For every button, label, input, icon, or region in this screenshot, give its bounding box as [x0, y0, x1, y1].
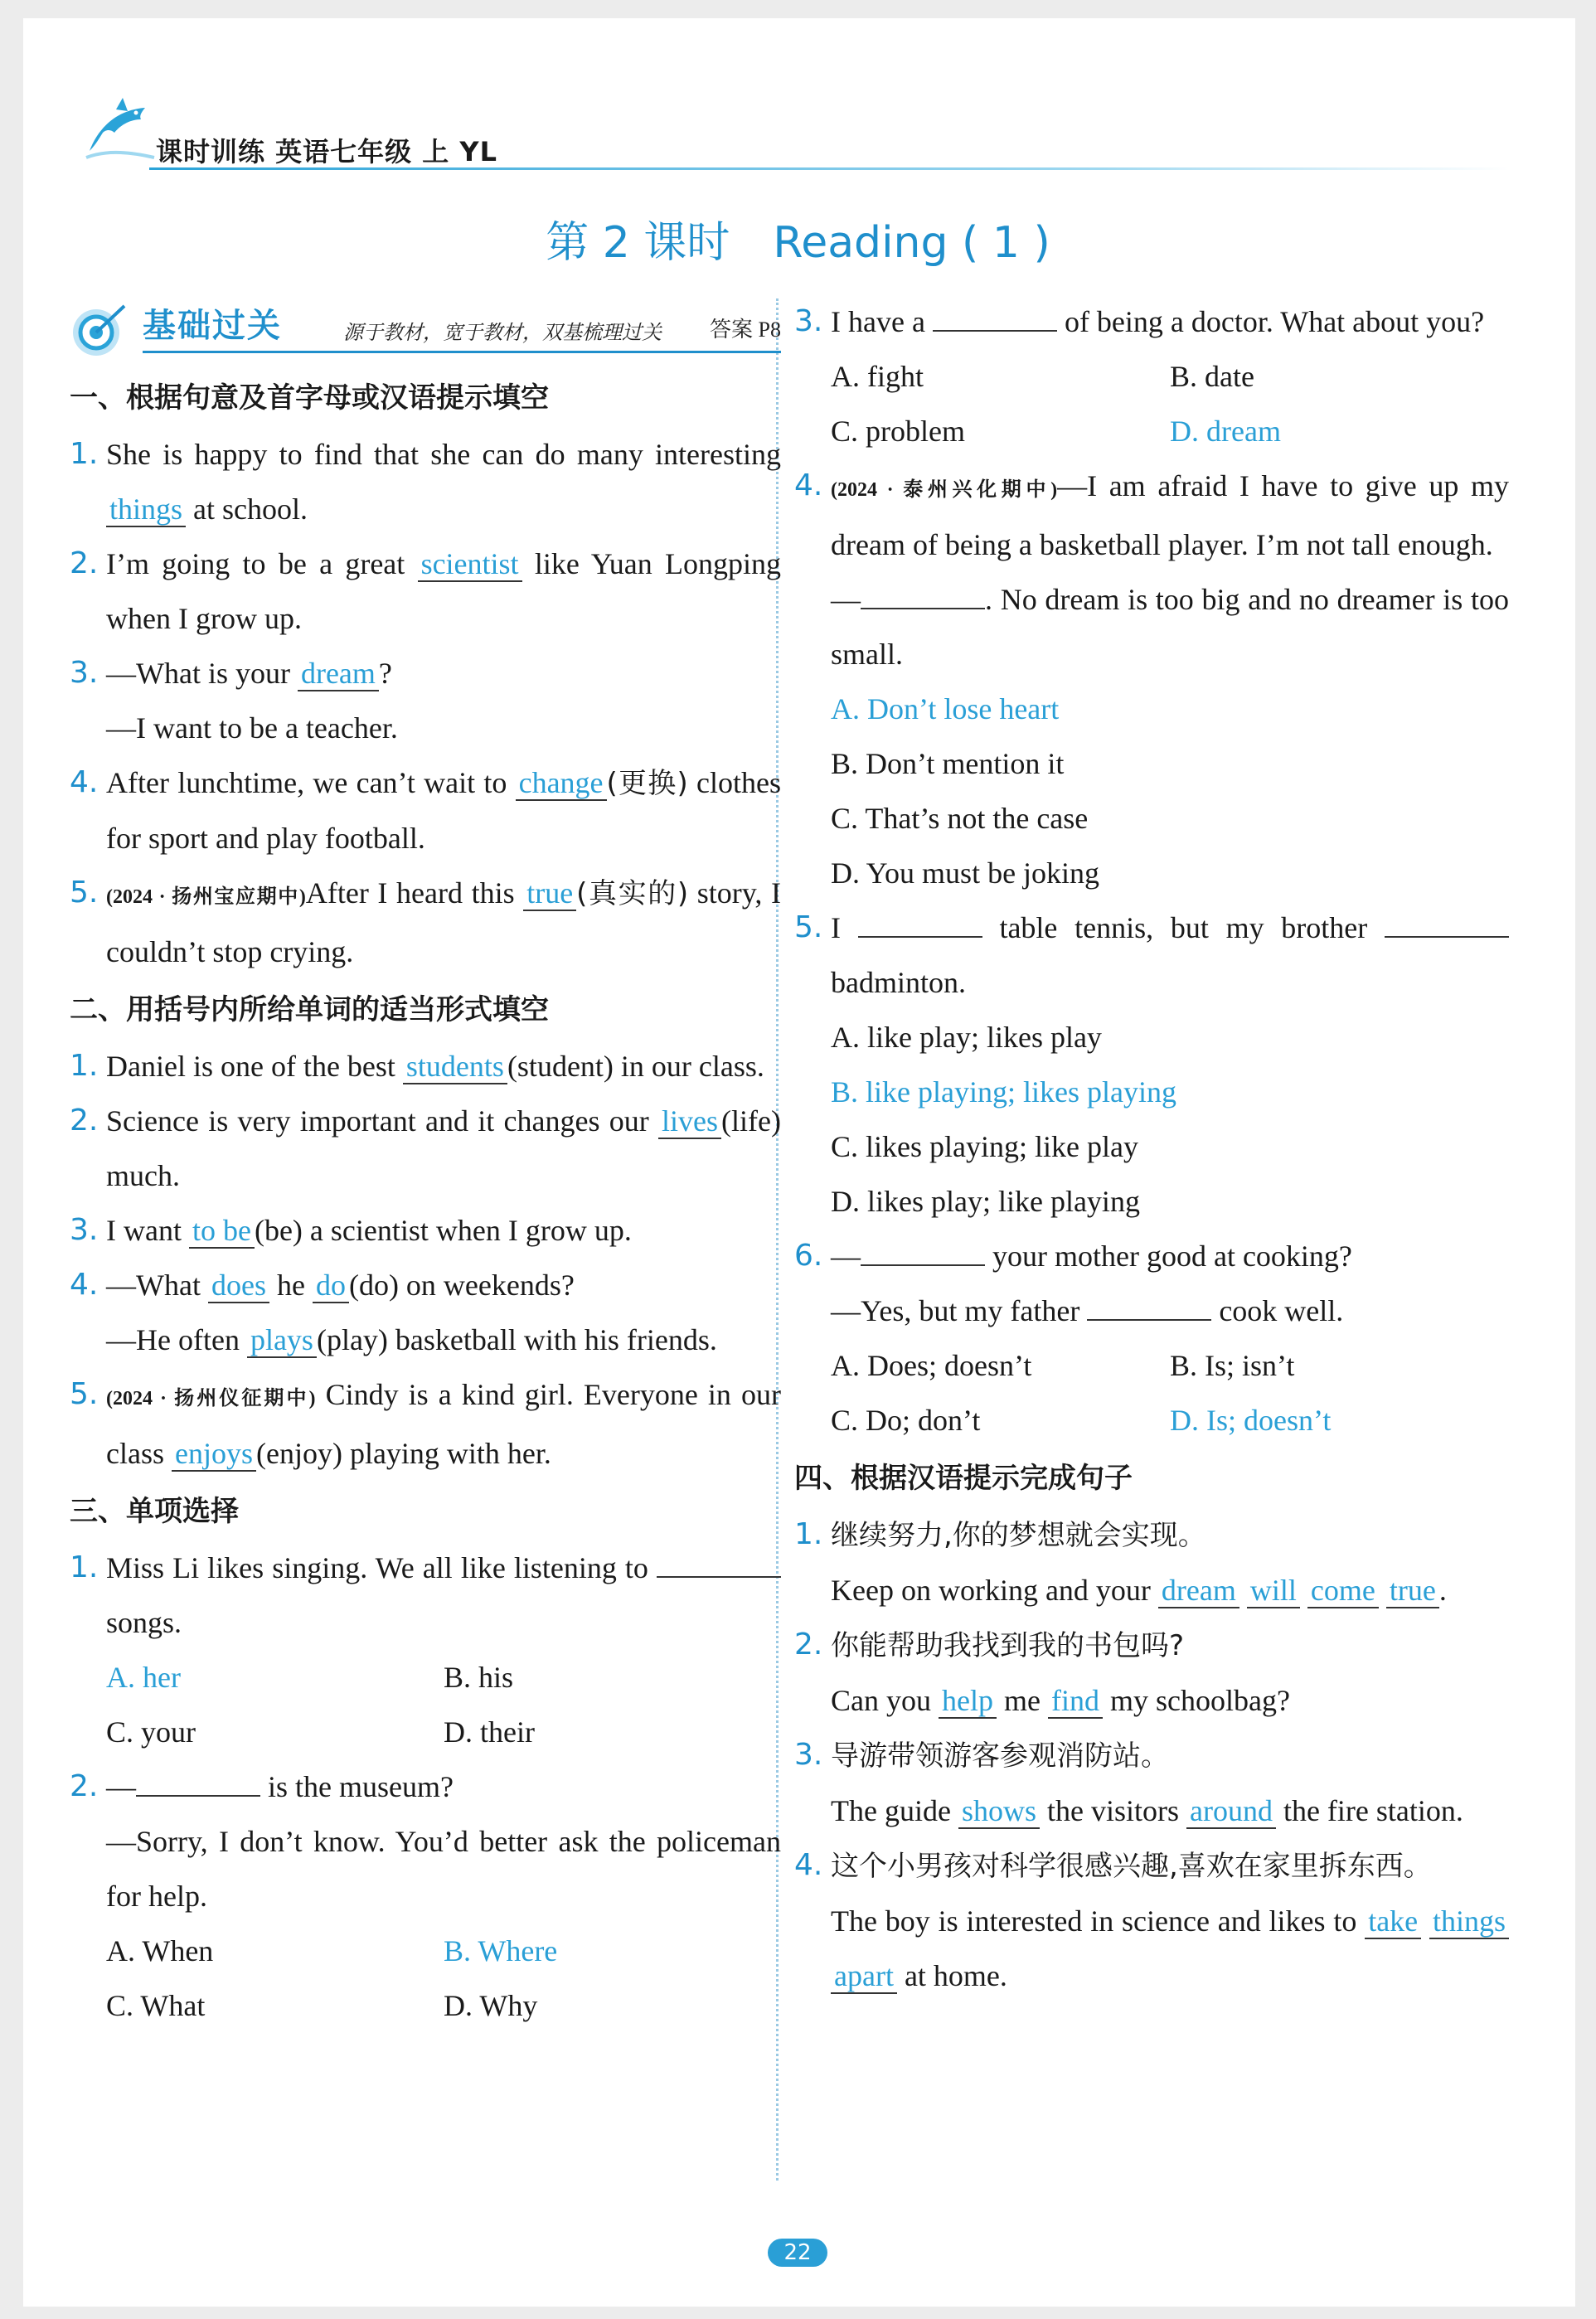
- dialogue-line: —Yes, but my father: [831, 1294, 1088, 1327]
- answer-blank[interactable]: [861, 580, 985, 609]
- chinese-prompt: 继续努力,你的梦想就会实现。: [831, 1519, 1206, 1552]
- part3-question-6: [794, 1229, 1509, 1338]
- question-number: 4.: [70, 1268, 99, 1302]
- question-text: Can you: [831, 1684, 939, 1717]
- question-text: cook well.: [1211, 1294, 1344, 1327]
- dialogue-line: —: [831, 583, 861, 616]
- header-rule: [149, 167, 1509, 170]
- option-b[interactable]: B. his: [444, 1661, 514, 1694]
- question-text: I’m going to be a great: [106, 547, 418, 580]
- answer-text: things: [106, 492, 186, 527]
- answer-text: true: [1386, 1574, 1439, 1608]
- part4-question-3: [794, 1728, 1509, 1838]
- answer-reference: 答案 P8: [710, 318, 781, 342]
- answer-text: to be: [189, 1214, 255, 1249]
- question-number: 4.: [70, 765, 99, 799]
- question-text: of being a doctor. What about you?: [1056, 305, 1485, 338]
- part3-question-1: [70, 1540, 781, 1650]
- question-text: me: [996, 1684, 1048, 1717]
- option-b[interactable]: B. Where: [444, 1934, 558, 1967]
- question-number: 1.: [794, 1517, 823, 1551]
- option-c[interactable]: C. What: [106, 1989, 206, 2022]
- part1-question-3: [70, 646, 781, 755]
- target-icon: [70, 301, 128, 359]
- answer-blank[interactable]: [1385, 908, 1509, 938]
- section-heading-1: 一、根据句意及首字母或汉语提示填空: [70, 381, 549, 415]
- option-b[interactable]: B. Don’t mention it: [831, 747, 1065, 780]
- right-column: [794, 294, 1509, 2003]
- part3-question-3: [794, 294, 1509, 349]
- question-number: 4.: [794, 1848, 823, 1882]
- header-title: 课时训练 英语七年级 上 YL: [156, 136, 497, 167]
- question-text: story, I couldn’t stop crying.: [106, 876, 782, 968]
- question-text: (play) basketball with his friends.: [316, 1323, 717, 1356]
- question-number: 1.: [70, 437, 99, 471]
- part1-question-1: [70, 427, 781, 536]
- question-text: songs.: [106, 1606, 182, 1639]
- question-number: 6.: [794, 1239, 823, 1273]
- question-number: 1.: [70, 1049, 99, 1083]
- dolphin-logo-icon: [83, 91, 158, 166]
- question-text: (life) much.: [106, 1104, 781, 1192]
- question-text: I: [831, 911, 858, 944]
- answer-blank[interactable]: [1087, 1291, 1211, 1321]
- answer-text: plays: [247, 1323, 317, 1358]
- question-number: 3.: [70, 656, 99, 690]
- source-tag: (2024 · 扬州仪征期中): [106, 1388, 316, 1409]
- option-a[interactable]: A. Don’t lose heart: [831, 692, 1060, 725]
- lesson-title: 第 2 课时 Reading ( 1 ): [546, 218, 1050, 268]
- question-text: at home.: [896, 1959, 1007, 1992]
- question-text: —: [106, 1770, 136, 1803]
- part3-question-5: [794, 900, 1509, 1010]
- part3-q3-options: [794, 349, 1509, 458]
- option-d[interactable]: D. Why: [444, 1989, 538, 2022]
- question-text: (student) in our class.: [507, 1050, 764, 1083]
- answer-blank[interactable]: [858, 908, 982, 938]
- part2-question-5: [70, 1367, 781, 1481]
- chinese-hint: (真实的): [576, 877, 689, 910]
- question-text: badminton.: [831, 966, 966, 999]
- question-number: 2.: [70, 546, 99, 580]
- option-d[interactable]: D. dream: [1170, 415, 1281, 448]
- section-heading-4: 四、根据汉语提示完成句子: [794, 1462, 1133, 1495]
- answer-text: things: [1429, 1904, 1509, 1939]
- part4-question-2: [794, 1618, 1509, 1728]
- question-text: is the museum?: [260, 1770, 454, 1803]
- question-text: She is happy to find that she can do many interesting: [106, 438, 781, 471]
- question-text: —: [831, 1240, 861, 1273]
- answer-text: do: [313, 1269, 349, 1303]
- answer-text: apart: [831, 1959, 897, 1994]
- answer-text: enjoys: [172, 1437, 256, 1472]
- answer-text: does: [208, 1269, 269, 1303]
- answer-blank[interactable]: [933, 302, 1057, 332]
- option-c[interactable]: C. Do; don’t: [831, 1404, 981, 1437]
- question-text: (do) on weekends?: [348, 1269, 575, 1302]
- question-text: —What: [106, 1269, 208, 1302]
- question-text: (be) a scientist when I grow up.: [254, 1214, 632, 1247]
- question-number: 3.: [794, 1738, 823, 1772]
- option-b[interactable]: B. like playing; likes playing: [831, 1075, 1176, 1109]
- option-a[interactable]: A. her: [106, 1661, 181, 1694]
- answer-text: dream: [1158, 1574, 1239, 1608]
- option-a[interactable]: A. Does; doesn’t: [831, 1349, 1032, 1382]
- part3-q2-options: [70, 1924, 781, 2033]
- question-number: 3.: [70, 1213, 99, 1247]
- answer-text: take: [1365, 1904, 1421, 1939]
- answer-blank[interactable]: [136, 1767, 260, 1797]
- question-text: Keep on working and your: [831, 1574, 1158, 1607]
- question-text: my schoolbag?: [1102, 1684, 1290, 1717]
- source-tag: (2024 · 扬州宝应期中): [106, 886, 306, 908]
- answer-text: dream: [298, 657, 379, 691]
- question-text: —What is your: [106, 657, 298, 690]
- option-d[interactable]: D. likes play; like playing: [831, 1185, 1140, 1218]
- option-d[interactable]: D. Is; doesn’t: [1170, 1404, 1332, 1437]
- chinese-hint: (更换): [606, 767, 688, 800]
- question-text: Science is very important and it changes our: [106, 1104, 659, 1138]
- option-a[interactable]: A. like play; likes play: [831, 1021, 1102, 1054]
- question-text: he: [269, 1269, 313, 1302]
- answer-blank[interactable]: [657, 1548, 781, 1578]
- part3-question-2: [70, 1759, 781, 1924]
- banner-subtitle: 源于教材，宽于教材，双基梳理过关: [343, 323, 662, 344]
- question-text: After I heard this: [305, 876, 524, 910]
- banner-rule: [143, 351, 781, 353]
- section-heading-2: 二、用括号内所给单词的适当形式填空: [70, 993, 549, 1026]
- option-d[interactable]: D. You must be joking: [831, 856, 1100, 890]
- question-number: 2.: [70, 1769, 99, 1803]
- question-text: the visitors: [1039, 1794, 1186, 1827]
- banner-title: 基础过关: [143, 307, 282, 345]
- answer-text: students: [403, 1050, 507, 1084]
- answer-text: shows: [958, 1794, 1040, 1829]
- option-c[interactable]: C. your: [106, 1715, 196, 1749]
- question-text: clothes for sport and play football.: [106, 766, 781, 855]
- option-b[interactable]: B. Is; isn’t: [1170, 1349, 1295, 1382]
- question-text: Miss Li likes singing. We all like listening to: [106, 1551, 657, 1584]
- source-tag: (2024 · 泰州兴化期中): [831, 479, 1058, 501]
- chinese-prompt: 这个小男孩对科学很感兴趣,喜欢在家里拆东西。: [831, 1850, 1432, 1883]
- question-text: The boy is interested in science and likes to: [831, 1904, 1366, 1938]
- answer-text: scientist: [418, 547, 522, 582]
- question-text: the fire station.: [1275, 1794, 1463, 1827]
- part3-q1-options: [70, 1650, 781, 1759]
- question-text: like Yuan Longping when I grow up.: [106, 547, 782, 635]
- part3-q6-options: [794, 1338, 1509, 1448]
- question-number: 5.: [794, 910, 823, 944]
- answer-text: lives: [658, 1104, 721, 1139]
- option-b[interactable]: B. date: [1170, 360, 1254, 393]
- dialogue-line: —Sorry, I don’t know. You’d better ask the policeman for help.: [106, 1825, 781, 1913]
- question-number: 4.: [794, 468, 823, 502]
- section-banner: [70, 294, 781, 361]
- section-heading-3: 三、单项选择: [70, 1495, 239, 1528]
- answer-text: true: [523, 876, 576, 911]
- part1-question-5: [70, 866, 781, 979]
- question-text: .: [1438, 1574, 1447, 1607]
- answer-text: around: [1186, 1794, 1276, 1829]
- part2-question-4: [70, 1258, 781, 1367]
- part3-question-4: [794, 458, 1509, 682]
- question-text: Daniel is one of the best: [106, 1050, 403, 1083]
- answer-text: will: [1247, 1574, 1300, 1608]
- part4-question-4: [794, 1838, 1509, 2003]
- chinese-prompt: 你能帮助我找到我的书包吗?: [831, 1629, 1185, 1662]
- question-number: 5.: [70, 1377, 99, 1411]
- question-text: The guide: [831, 1794, 958, 1827]
- part1-question-2: [70, 536, 781, 646]
- page-header: [83, 91, 1492, 166]
- left-column: [70, 294, 781, 2033]
- option-c[interactable]: C. likes playing; like play: [831, 1130, 1138, 1163]
- question-text: I want: [106, 1214, 189, 1247]
- question-number: 2.: [70, 1104, 99, 1138]
- question-text: at school.: [186, 492, 308, 526]
- question-number: 3.: [794, 304, 823, 338]
- question-number: 1.: [70, 1550, 99, 1584]
- question-text: ?: [378, 657, 392, 690]
- option-c[interactable]: C. problem: [831, 415, 965, 448]
- dialogue-line: —He often: [106, 1323, 247, 1356]
- part2-question-2: [70, 1094, 781, 1203]
- part1-question-4: [70, 755, 781, 866]
- part2-question-3: [70, 1203, 781, 1258]
- question-text: Cindy is a kind girl. Everyone in our class: [106, 1378, 781, 1470]
- answer-text: come: [1307, 1574, 1379, 1608]
- question-text: your mother good at cooking?: [985, 1240, 1352, 1273]
- part4-question-1: [794, 1507, 1509, 1618]
- answer-text: find: [1048, 1684, 1103, 1719]
- question-text: After lunchtime, we can’t wait to: [106, 766, 516, 799]
- page-number: 22: [768, 2239, 827, 2267]
- answer-text: change: [516, 766, 607, 801]
- part3-q4-options: [794, 682, 1509, 900]
- option-a[interactable]: A. fight: [831, 360, 924, 393]
- question-number: 5.: [70, 876, 99, 910]
- part2-question-1: [70, 1039, 781, 1094]
- question-text: table tennis, but my brother: [982, 911, 1385, 944]
- answer-blank[interactable]: [861, 1236, 985, 1266]
- question-number: 2.: [794, 1628, 823, 1662]
- dialogue-line: —I want to be a teacher.: [106, 711, 398, 745]
- option-d[interactable]: D. their: [444, 1715, 535, 1749]
- question-text: —I am afraid I have to give up my dream of being a basketball player. I’m not tall enough.: [831, 469, 1509, 561]
- chinese-prompt: 导游带领游客参观消防站。: [831, 1739, 1169, 1773]
- option-c[interactable]: C. That’s not the case: [831, 802, 1089, 835]
- option-a[interactable]: A. When: [106, 1934, 214, 1967]
- question-text: (enjoy) playing with her.: [255, 1437, 551, 1470]
- part3-q5-options: [794, 1010, 1509, 1229]
- question-text: I have a: [831, 305, 933, 338]
- question-text: . No dream is too big and no dreamer is too small.: [831, 583, 1509, 671]
- answer-text: help: [939, 1684, 997, 1719]
